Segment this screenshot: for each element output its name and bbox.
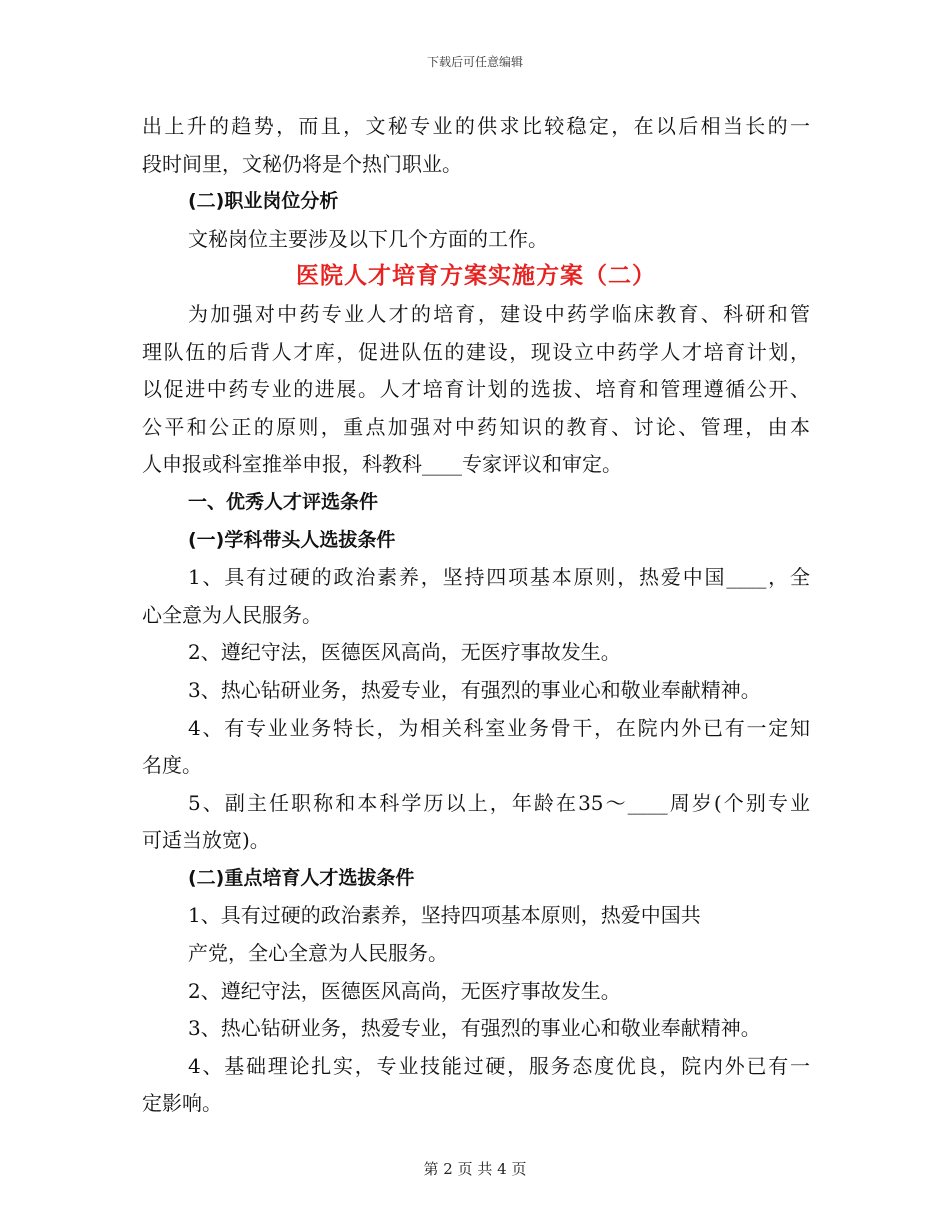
body-line: 段时间里，文秘仍将是个热门职业。: [142, 151, 462, 176]
body-line: 理队伍的后背人才库，促进队伍的建设，现设立中药学人才培育计划，: [142, 339, 810, 364]
section-heading: 一、优秀人才评选条件: [188, 490, 379, 513]
body-line: 出上升的趋势，而且，文秘专业的供求比较稳定，在以后相当长的一: [142, 114, 810, 138]
list-item-line: 3、热心钻研业务，热爱专业，有强烈的事业心和敬业奉献精神。: [188, 1016, 761, 1041]
list-item-line: 可适当放宽)。: [142, 828, 270, 853]
page-number: 第 2 页 共 4 页: [423, 1160, 527, 1178]
list-item-line: 2、遵纪守法，医德医风高尚，无医疗事故发生。: [188, 978, 621, 1003]
list-item-line: 产党，全心全意为人民服务。: [188, 941, 448, 966]
subsection-heading: (一)学科带头人选拔条件: [188, 528, 396, 551]
list-item-line: 3、热心钻研业务，热爱专业，有强烈的事业心和敬业奉献精神。: [188, 677, 761, 702]
subsection-heading: (二)重点培育人才选拔条件: [188, 866, 415, 889]
list-item-line: 定影响。: [142, 1091, 222, 1116]
list-item-line: 4、基础理论扎实，专业技能过硬，服务态度优良，院内外已有一: [188, 1053, 810, 1078]
list-item-line: 名度。: [142, 753, 202, 778]
body-line: 公平和公正的原则，重点加强对中药知识的教育、讨论、管理，由本: [142, 414, 810, 439]
body-line: 人申报或科室推举申报，科教科____专家评议和审定。: [142, 452, 622, 477]
body-line: 为加强对中药专业人才的培育，建设中药学临床教育、科研和管: [188, 301, 810, 326]
list-item-line: 1、具有过硬的政治素养，坚持四项基本原则，热爱中国____，全: [188, 565, 810, 590]
section-heading: (二)职业岗位分析: [188, 190, 339, 213]
body-line: 以促进中药专业的进展。人才培育计划的选拔、培育和管理遵循公开、: [142, 377, 810, 402]
list-item-line: 1、具有过硬的政治素养，坚持四项基本原则，热爱中国共: [188, 903, 701, 928]
list-item-line: 4、有专业业务特长，为相关科室业务骨干，在院内外已有一定知: [188, 715, 810, 740]
list-item-line: 5、副主任职称和本科学历以上，年龄在35～____周岁(个别专业: [188, 790, 810, 815]
page-header-note: 下载后可任意编辑: [426, 55, 523, 69]
list-item-line: 2、遵纪守法，医德医风高尚，无医疗事故发生。: [188, 640, 621, 665]
body-line: 文秘岗位主要涉及以下几个方面的工作。: [188, 226, 548, 251]
list-item-line: 心全意为人民服务。: [142, 602, 322, 627]
document-title: 医院人才培育方案实施方案（二）: [296, 263, 656, 290]
document-body: [142, 108, 810, 1123]
